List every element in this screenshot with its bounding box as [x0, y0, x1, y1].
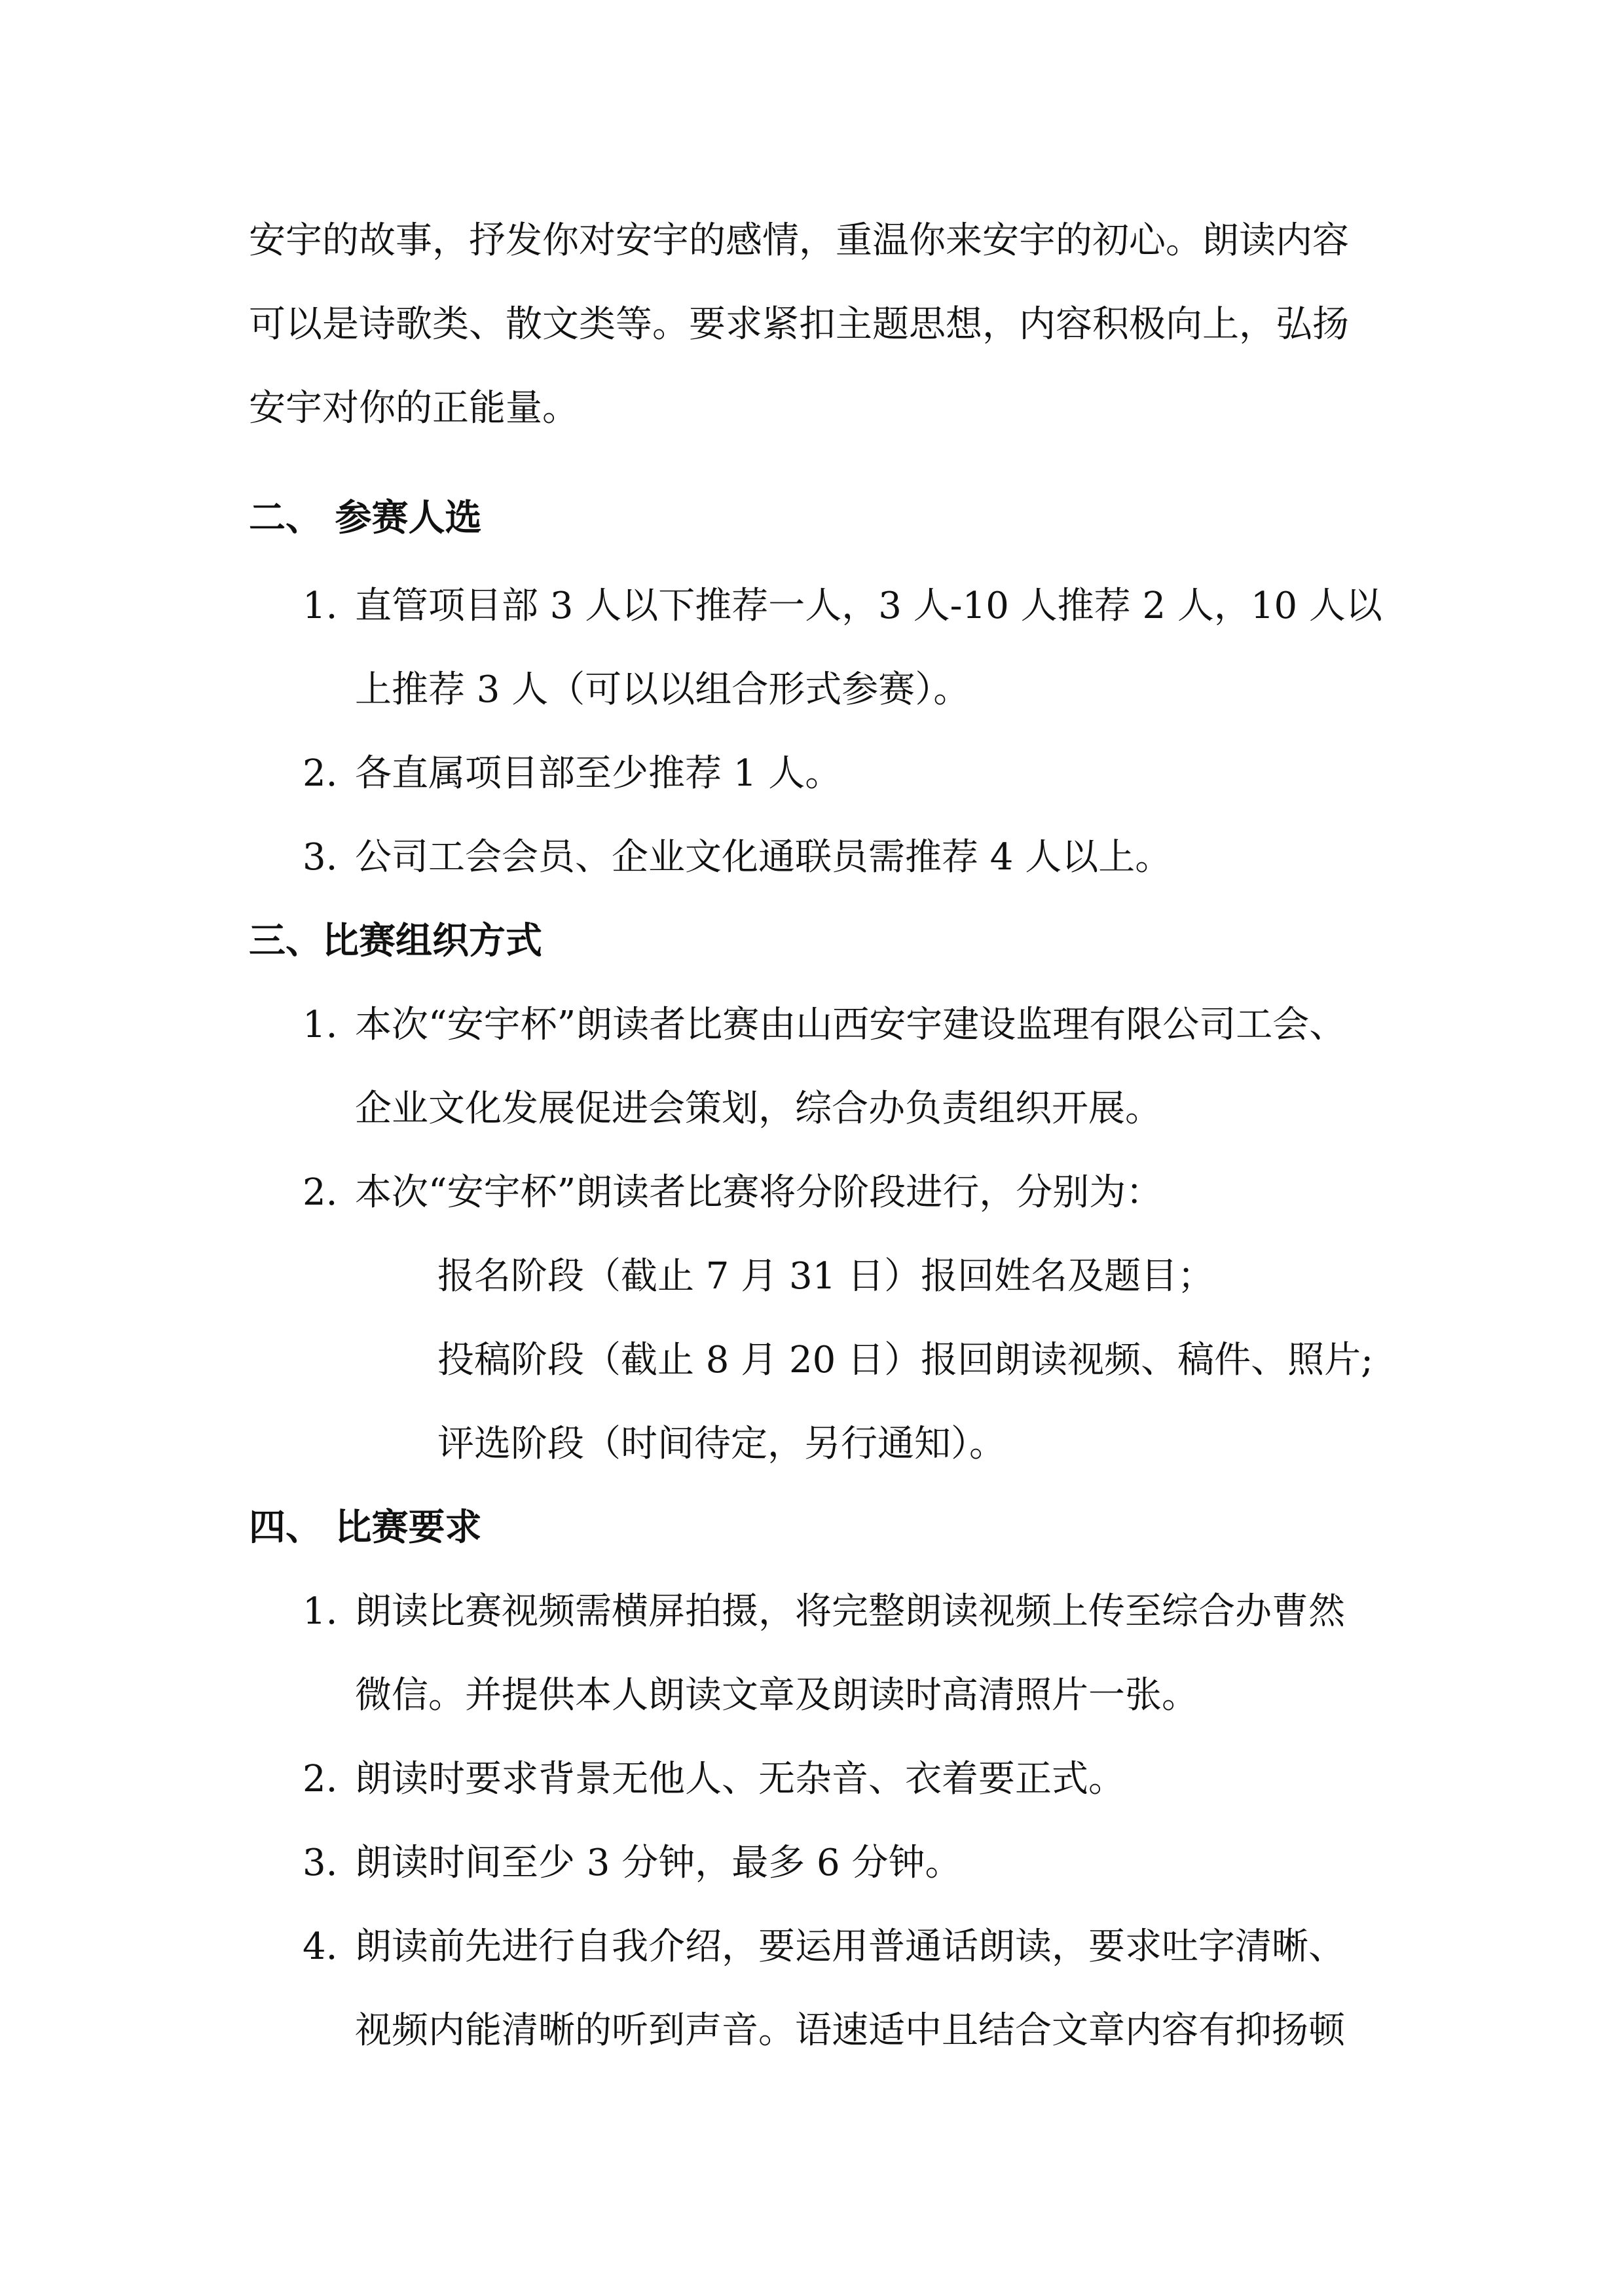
list-text: 朗读时要求背景无他人、无杂音、衣着要正式。: [355, 1758, 1125, 1800]
list-number: 2.: [303, 1758, 338, 1800]
intro-line-2: 可以是诗歌类、散文类等。要求紧扣主题思想，内容积极向上，弘扬: [249, 303, 1349, 346]
stage-submission: 投稿阶段（截止 8 月 20 日）报回朗读视频、稿件、照片;: [437, 1339, 1373, 1381]
list-item: [303, 1837, 961, 1889]
list-item-continuation: 上推荐 3 人（可以以组合形式参赛）。: [355, 668, 970, 711]
list-item: [303, 1167, 1162, 1219]
list-text: 朗读时间至少 3 分钟，最多 6 分钟。: [355, 1842, 962, 1884]
list-text: 朗读比赛视频需横屏拍摄，将完整朗读视频上传至综合办曹然: [355, 1590, 1345, 1633]
list-item: [303, 999, 1346, 1051]
list-number: 2.: [303, 752, 338, 795]
list-text: 直管项目部 3 人以下推荐一人，3 人-10 人推荐 2 人，10 人以: [355, 585, 1382, 627]
list-text: 朗读前先进行自我介绍，要运用普通话朗读，要求吐字清晰、: [355, 1925, 1345, 1968]
list-text: 公司工会会员、企业文化通联员需推荐 4 人以上。: [355, 836, 1172, 879]
list-text: 本次“安宇杯”朗读者比赛由山西安宇建设监理有限公司工会、: [355, 1004, 1346, 1046]
list-item: [303, 580, 1382, 632]
list-item-continuation: 微信。并提供本人朗读文章及朗读时高清照片一张。: [355, 1674, 1198, 1717]
intro-line-3: 安宇对你的正能量。: [249, 387, 579, 429]
list-number: 3.: [303, 836, 338, 879]
list-item: [303, 748, 841, 800]
section-heading-requirements: 四、 比赛要求: [249, 1506, 482, 1549]
list-item-continuation: 视频内能清晰的听到声音。语速适中且结合文章内容有抑扬顿: [355, 2009, 1345, 2052]
list-item: [303, 1586, 1345, 1638]
list-item: [303, 831, 1172, 884]
list-number: 2.: [303, 1171, 338, 1214]
intro-line-1: 安宇的故事，抒发你对安宇的感情，重温你来安宇的初心。朗读内容: [249, 219, 1349, 262]
section-heading-participants: 二、 参赛人选: [249, 497, 482, 539]
list-text: 本次“安宇杯”朗读者比赛将分阶段进行，分别为：: [355, 1171, 1163, 1214]
list-text: 各直属项目部至少推荐 1 人。: [355, 752, 842, 795]
list-number: 1.: [303, 1590, 338, 1633]
section-heading-organization: 三、比赛组织方式: [249, 920, 542, 962]
stage-selection: 评选阶段（时间待定，另行通知）。: [437, 1423, 1006, 1465]
stage-registration: 报名阶段（截止 7 月 31 日）报回姓名及题目；: [437, 1255, 1215, 1298]
list-item: [303, 1753, 1125, 1806]
list-number: 3.: [303, 1842, 338, 1884]
list-number: 1.: [303, 1004, 338, 1046]
list-number: 1.: [303, 585, 338, 627]
list-number: 4.: [303, 1925, 338, 1968]
list-item-continuation: 企业文化发展促进会策划，综合办负责组织开展。: [355, 1087, 1162, 1130]
list-item: [303, 1921, 1345, 1973]
